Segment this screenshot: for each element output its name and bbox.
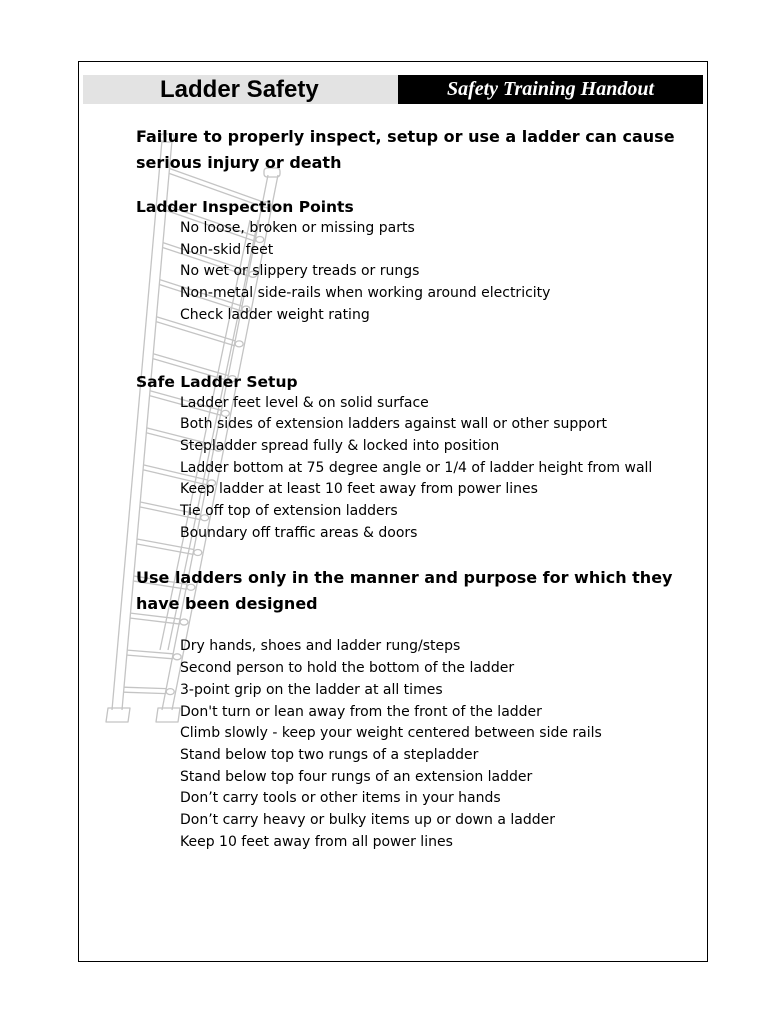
usage-heading: Use ladders only in the manner and purpose for which they have been designed	[136, 568, 673, 614]
inspection-list	[136, 218, 696, 327]
content	[136, 124, 696, 853]
list-item: Don’t carry tools or other items in your hands	[180, 790, 501, 807]
list-item: Ladder bottom at 75 degree angle or 1/4 of ladder height from wall	[180, 459, 653, 476]
list-item: Don't turn or lean away from the front of the ladder	[180, 703, 542, 720]
list-item: 3-point grip on the ladder at all times	[180, 681, 443, 698]
list-item: Stepladder spread fully & locked into position	[180, 437, 500, 454]
list-item: Non-metal side-rails when working around electricity	[180, 285, 551, 302]
list-item: Ladder feet level & on solid surface	[180, 394, 429, 411]
list-item: Dry hands, shoes and ladder rung/steps	[180, 638, 461, 655]
list-item: Stand below top four rungs of an extension ladder	[180, 768, 533, 785]
list-item: Non-skid feet	[180, 241, 274, 258]
header-subtitle-band	[398, 75, 703, 104]
list-item: Stand below top two rungs of a stepladder	[180, 746, 479, 763]
list-item: No loose, broken or missing parts	[180, 220, 415, 236]
list-item: Tie off top of extension ladders	[180, 503, 398, 520]
list-item: Both sides of extension ladders against wall or other support	[180, 416, 607, 433]
list-item: Second person to hold the bottom of the ladder	[180, 660, 515, 677]
intro-text: Failure to properly inspect, setup or use a ladder can cause serious injury or death	[136, 127, 675, 172]
list-item: Check ladder weight rating	[180, 306, 370, 323]
list-item: Boundary off traffic areas & doors	[180, 524, 418, 541]
page-subtitle: Safety Training Handout	[446, 78, 655, 100]
usage-list	[136, 636, 696, 853]
inspection-heading: Ladder Inspection Points	[136, 198, 354, 216]
page-title: Ladder Safety	[160, 76, 319, 103]
list-item: Climb slowly - keep your weight centered between side rails	[180, 725, 602, 742]
list-item: Don’t carry heavy or bulky items up or down a ladder	[180, 812, 555, 829]
setup-heading: Safe Ladder Setup	[136, 372, 298, 391]
list-item: Keep ladder at least 10 feet away from power lines	[180, 481, 538, 498]
list-item: Keep 10 feet away from all power lines	[180, 833, 453, 850]
setup-list	[136, 393, 696, 545]
list-item: No wet or slippery treads or rungs	[180, 263, 420, 280]
